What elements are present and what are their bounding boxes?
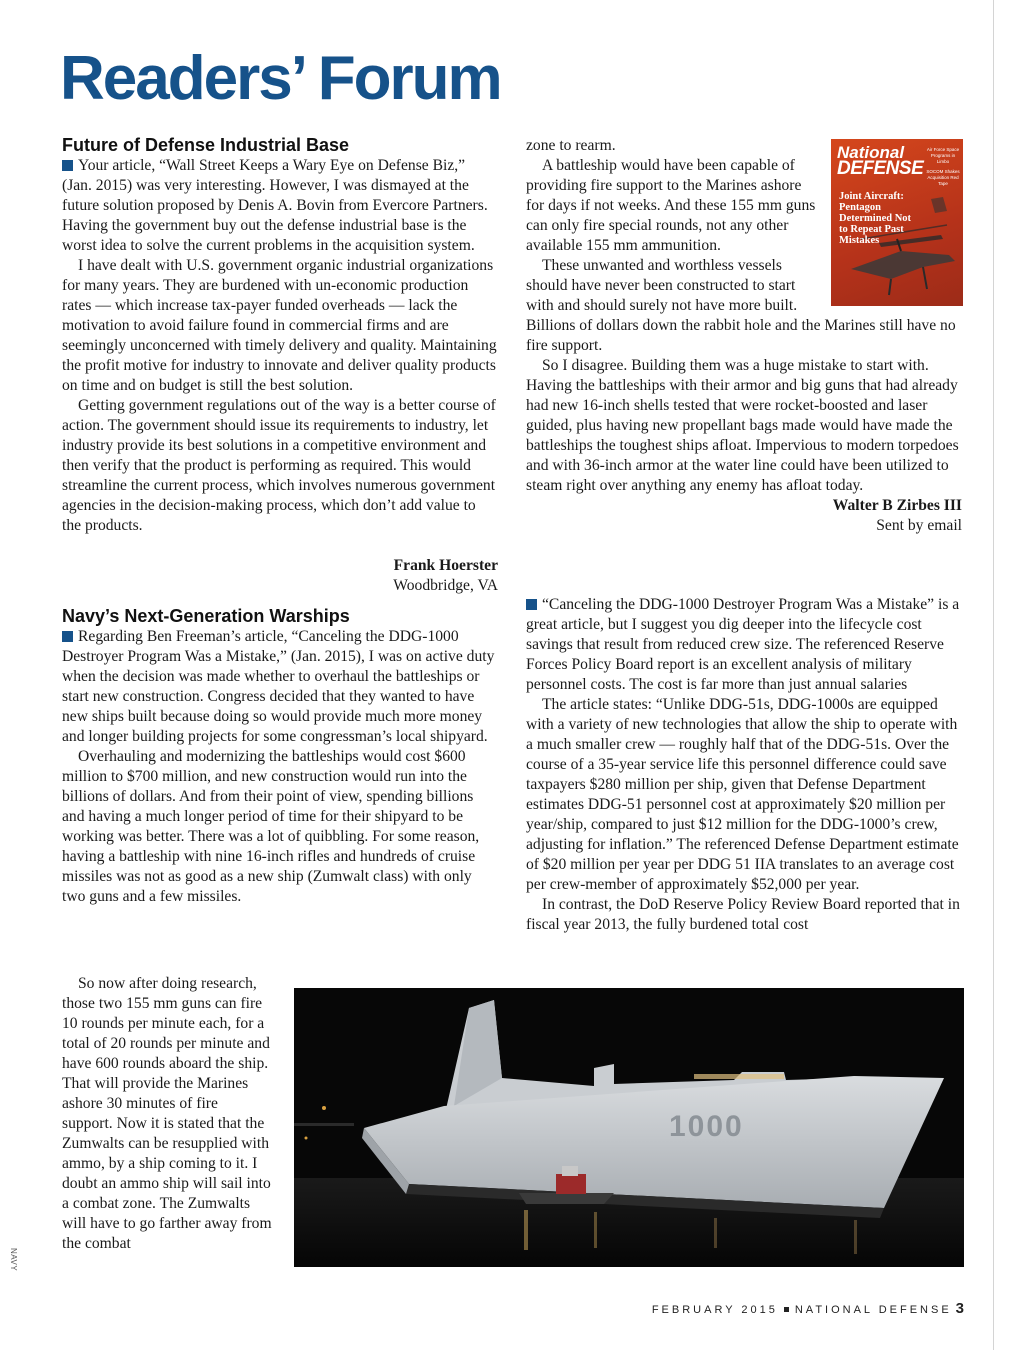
letter1-paragraph: Getting government regulations out of the way is a better course of action. The government should issue its requirements to industry, let industry provide its best solutions in a competitive environment and then verify that the product is performing as required. This would streamline the current process, which involves numerous government agencies in the decision-making process, which don’t add value to the products. bbox=[62, 397, 496, 534]
magazine-name: NATIONAL DEFENSE bbox=[794, 1304, 952, 1316]
cover-headline: Joint Aircraft: Pentagon Determined Not to Repeat Past Mistakes bbox=[839, 191, 912, 246]
cover-sidebar: Air Force Space Programs in Limbo SOCOM Shakes Acquisition Red Tape bbox=[926, 147, 960, 186]
page-footer bbox=[652, 1300, 964, 1317]
square-bullet-icon bbox=[62, 160, 73, 171]
letter2-paragraph: Regarding Ben Freeman’s article, “Canceling the DDG-1000 Destroyer Program Was a Mistake,” (Jan. 2015), I was on active duty when the decision was made whether to overhaul the battleships or start new construction. Congress decided that they wanted to have new ships built because doing so would provide much more money and longer building projects for some congressman’s local shipyard. bbox=[62, 628, 495, 745]
square-bullet-icon bbox=[62, 631, 73, 642]
left-column bbox=[62, 134, 498, 907]
narrow-column bbox=[62, 974, 272, 1254]
issue-date: FEBRUARY 2015 bbox=[651, 1304, 778, 1316]
separator-icon bbox=[784, 1307, 789, 1312]
letter3-paragraph: The article states: “Unlike DDG-51s, DDG-1000s are equipped with a variety of new technologies that allow the ship to operate with a much smaller crew — roughly half that of the DDG-51s. Over the course of a 35-year service life this personnel difference could save taxpayers $280 million per ship, given that Defense Department estimates DDG-51 personnel cost at approximately $20 million per year/ship, compared to just $12 million for the DDG-1000’s crew, adjusting for inflation.” The referenced Defense Department estimate of $20 million per year per DDG 51 IIA translates to an average cost per crew-member of approximately $52,000 per year. bbox=[526, 696, 959, 893]
letter3-paragraph: “Canceling the DDG-1000 Destroyer Program Was a Mistake” is a great article, but I suggest you dig deeper into the lifecycle cost savings that result from reduced crew size. The referenced Reserve Forces Policy Board report is an excellent analysis of military personnel costs. The cost is far more than just annual salaries bbox=[526, 596, 960, 693]
ship-photo bbox=[294, 988, 964, 1267]
letter2-paragraph: Overhauling and modernizing the battleships would cost $600 million to $700 million, and new construction would run into the billions of dollars. And from their point of view, spending billions and having a much longer period of time for their shipyard to be working was better. There was a lot of quibbling. For some reason, having a battleship with nine 16-inch rifles and hundreds of cruise missiles was not as good as a new ship (Zumwalt class) with only two guns and a few missiles. bbox=[62, 748, 480, 905]
letter2-paragraph: zone to rearm. bbox=[526, 137, 616, 154]
square-bullet-icon bbox=[526, 599, 537, 610]
letter2-paragraph: These unwanted and worthless vessels should have never been constructed to start with and should surely not have more built. Billions of dollars down the rabbit hole and the Marines still have no fire support. bbox=[526, 257, 956, 354]
letter1-signature bbox=[62, 556, 498, 596]
magazine-cover-image bbox=[831, 139, 963, 306]
letter2-signature bbox=[526, 496, 962, 536]
cover-title: National DEFENSE bbox=[837, 143, 924, 179]
signature-name: Walter B Zirbes III bbox=[832, 497, 962, 514]
letter2-paragraph: So I disagree. Building them was a huge mistake to start with. Having the battleships with their armor and big guns that had already had new 16-inch shells tested that were rocket-boosted and laser guided, plus having new propellant bags made would have made the battleships the toughest ships afloat. Impervious to modern torpedoes and with 36-inch armor at the water line could have been utilized to steam right over anything any enemy has afloat today. bbox=[526, 357, 959, 494]
signature-location: Woodbridge, VA bbox=[393, 577, 498, 594]
photo-credit: NAVY bbox=[9, 1248, 18, 1272]
letter1-paragraph: Your article, “Wall Street Keeps a Wary Eye on Defense Biz,” (Jan. 2015) was very interesting. However, I was dismayed at the future solution proposed by Denis A. Bovin from Evercore Partners. Having the government buy out the defense industrial base is the worst idea to solve the current problems in the acquisition system. bbox=[62, 157, 488, 254]
page-edge bbox=[993, 0, 994, 1350]
letter2-heading: Navy’s Next-Generation Warships bbox=[62, 606, 350, 626]
destroyer-illustration bbox=[294, 988, 964, 1267]
page-number: 3 bbox=[955, 1300, 964, 1317]
page-title: Readers’ Forum bbox=[60, 44, 501, 113]
signature-name: Frank Hoerster bbox=[393, 557, 498, 574]
letter3-paragraph: In contrast, the DoD Reserve Policy Review Board reported that in fiscal year 2013, the fully burdened total cost bbox=[526, 896, 960, 933]
right-column-bottom bbox=[526, 595, 962, 935]
hull-number: 1000 bbox=[669, 1110, 744, 1143]
letter1-heading: Future of Defense Industrial Base bbox=[62, 135, 350, 155]
letter1-paragraph: I have dealt with U.S. government organic industrial organizations for many years. They are burdened with un-economic production rates — which increase tax-payer funded overheads — lack the motivation to avoid failure found in commercial firms and are seemingly unconcerned with timely delivery and quality. Maintaining the profit motive for industry to innovate and deliver quality products on time and on budget is still the best solution. bbox=[62, 257, 497, 394]
letter2-paragraph: A battleship would have been capable of providing fire support to the Marines ashore for days if not weeks. And these 155 mm guns can only fire special rounds, not any other available 155 mm ammunition. bbox=[526, 157, 816, 254]
letter2-paragraph: So now after doing research, those two 155 mm guns can fire 10 rounds per minute each, for a total of 20 rounds per minute and have 600 rounds aboard the ship. That will provide the Marines ashore 30 minutes of fire support. Now it is stated that the Zumwalts can be resupplied with ammo, by a ship coming to it. I doubt an ammo ship will sail into a combat zone. The Zumwalts will have to go farther away from the combat bbox=[62, 975, 272, 1252]
signature-location: Sent by email bbox=[876, 517, 962, 534]
